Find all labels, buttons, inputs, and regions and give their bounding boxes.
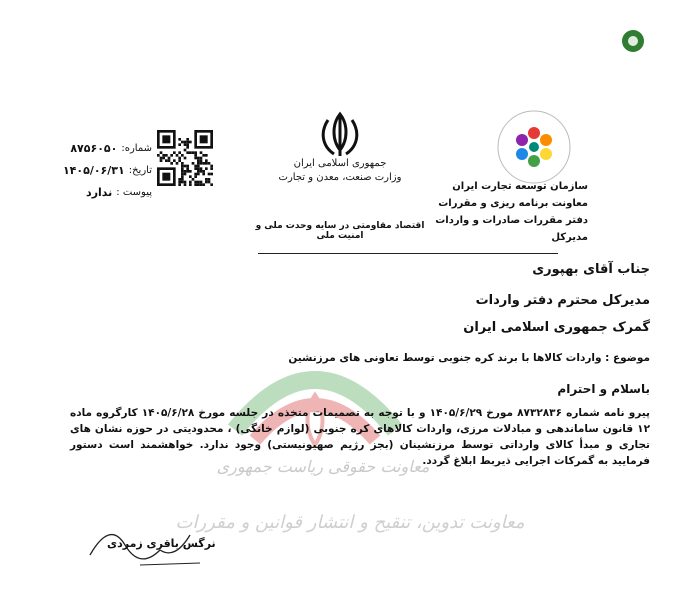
qr-code-icon [157,130,213,186]
reference-block [40,137,152,203]
org-line-3: دفتر مقررات صادرات و واردات [435,215,588,226]
number-value: ۸۷۵۶۰۵۰ [70,141,118,155]
corner-logo-icon [622,30,644,52]
header-divider [258,253,558,254]
attachment-label: پیوست : [116,186,152,198]
addressee-title: مدیرکل محترم دفتر واردات [475,293,650,308]
subject-line: موضوع : واردات کالاها با برند کره جنوبی توسط تعاونی های مرزنشین [288,352,650,364]
letter-body: پیرو نامه شماره ۸۷۳۲۸۳۶ مورخ ۱۴۰۵/۶/۲۹ و با توجه به تصمیمات متخذه در جلسه مورخ ۱۴۰۵/۶/۲۸ کارگروه ماده ۱۲ قانون ساماندهی و مبادلات مرزی، واردات کالاهای کره جنوبی (لوازم خانگی) ، محدودیتی در حوزه نشان های تجاری و مبدأ کالای وارداتی توسط مرزنشینان (بجز رژیم صهیونیستی) وجود ندارد. خواهشمند است دستور فرمایید به گمرکات اجرایی ذیربط ابلاغ گردد. [70,407,650,467]
number-row [40,137,152,159]
greeting: باسلام و احترام [557,382,650,396]
number-label: شماره: [121,142,152,154]
org-line-4: مدیرکل [551,232,588,243]
addressee-organization: گمرک جمهوری اسلامی ایران [463,320,650,335]
date-value: ۱۴۰۵/۰۶/۳۱ [62,163,125,177]
date-label: تاریخ: [128,164,152,176]
watermark-text-1: معاونت حقوقی ریاست جمهوری [216,457,430,476]
addressee-name: جناب آقای بهپوری [532,262,650,277]
tpo-logo-icon [495,108,573,186]
attachment-value: ندارد [86,185,113,199]
gov-line-2: وزارت صنعت، معدن و تجارت [278,172,402,183]
attachment-row [40,181,152,203]
watermark-text-2: معاونت تدوین، تنقیح و انتشار قوانین و مقررات [175,512,525,533]
iran-emblem-icon [310,110,370,160]
signatory-name: نرگس باقری زمردی [107,537,216,550]
gov-line-1: جمهوری اسلامی ایران [293,158,387,169]
slogan: اقتصاد مقاومتی در سایه وحدت ملی و امنیت ملی [255,221,425,241]
org-line-2: معاونت برنامه ریزی و مقررات [438,198,588,209]
org-line-1: سازمان توسعه تجارت ایران [452,181,588,192]
date-row [40,159,152,181]
